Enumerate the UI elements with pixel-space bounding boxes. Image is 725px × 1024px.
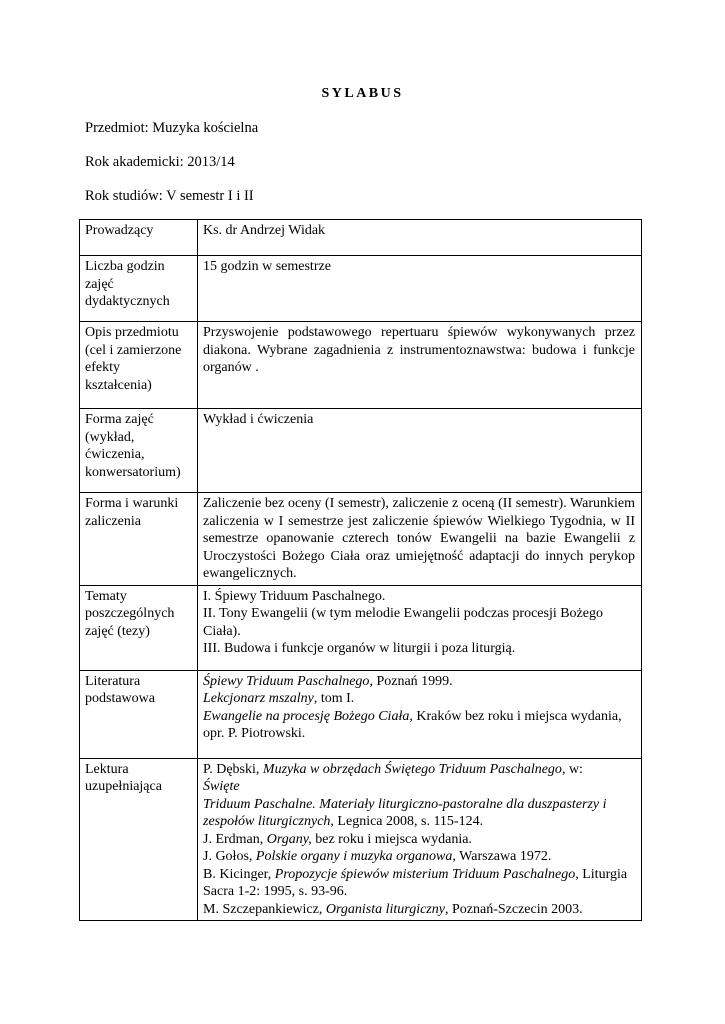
- label-line: dydaktycznych: [85, 294, 170, 309]
- reference-title: Polskie organy i muzyka organowa: [255, 849, 453, 864]
- reference-item: [203, 673, 635, 691]
- table-row-pass-conditions: [80, 493, 642, 586]
- label-line: efekty: [85, 360, 120, 375]
- reference-title: Triduum Paschalne. Materiały liturgiczno-pastoralne dla duszpasterzy i zespołów liturgicznych: [203, 796, 607, 829]
- reference-details: , w:: [561, 761, 583, 777]
- reference-item: [203, 761, 635, 779]
- table-row-hours: [80, 256, 642, 322]
- label-line: kształcenia): [85, 377, 152, 393]
- topic-line: II. Tony Ewangelii (w tym melodie Ewangelii podczas procesji Bożego Ciała).: [203, 606, 603, 639]
- reference-title: Ewangelie na procesję Bożego Ciała: [203, 708, 410, 724]
- reference-title: Organista liturgiczny: [325, 901, 445, 917]
- reference-item: [203, 831, 635, 849]
- label-cell: [80, 220, 198, 256]
- reference-item: [203, 708, 635, 743]
- label-line: poszczególnych: [85, 606, 175, 621]
- reference-item: [203, 796, 635, 831]
- table-row-supplementary-reading: [80, 758, 642, 921]
- label-line: Liczba godzin: [85, 259, 165, 274]
- subject-line: Przedmiot: Muzyka kościelna: [85, 120, 259, 136]
- reference-details: , Warszawa 1972.: [452, 849, 552, 864]
- reference-title: Śpiewy Triduum Paschalnego: [203, 673, 370, 689]
- value-cell: Zaliczenie bez oceny (I semestr), zaliczenie z oceną (II semestr). Warunkiem zaliczenia w I semestrze jest zaliczenie śpiewów Wielkiego Tygodnia, w II semestrze opanowanie czterech tonów Ewangelii na bazie Ewangelii z Uroczystości Bożego Ciała oraz umiejętność adaptacji do innych perykop ewangelicznych.: [198, 493, 642, 586]
- reference-title: Muzyka w obrzędach Świętego Triduum Paschalnego: [262, 761, 562, 777]
- value-cell: Przyswojenie podstawowego repertuaru śpiewów wykonywanych przez diakona. Wybrane zagadnienia z instrumentoznawstwa: budowa i funkcje organów .: [198, 322, 642, 409]
- label-line: zajęć (tezy): [85, 623, 150, 639]
- table-row-description: [80, 322, 642, 409]
- label-line: Forma zajęć: [85, 412, 154, 427]
- label-line: Tematy: [85, 588, 127, 604]
- reference-title: Propozycje śpiewów misterium Triduum Paschalnego: [274, 866, 576, 882]
- label-line: zajęć: [85, 276, 114, 292]
- label-line: (wykład,: [85, 429, 135, 445]
- reference-details: , Poznań 1999.: [369, 673, 453, 689]
- value-cell: [198, 585, 642, 670]
- reference-author: J. Erdman,: [203, 831, 267, 847]
- reference-title: Lekcjonarz mszalny: [203, 691, 314, 706]
- reference-details: , Legnica 2008, s. 115-124.: [330, 814, 484, 829]
- label-line: Prowadzący: [85, 223, 154, 238]
- reference-details: , Kraków bez roku i miejsca wydania, opr. P. Piotrowski.: [203, 708, 622, 741]
- value-cell: Ks. dr Andrzej Widak: [198, 220, 642, 256]
- reference-item: [203, 778, 635, 796]
- label-line: Forma i warunki: [85, 496, 179, 511]
- table-row-class-form: [80, 409, 642, 493]
- label-cell: [80, 322, 198, 409]
- label-line: Opis przedmiotu: [85, 325, 179, 340]
- label-line: uzupełniająca: [85, 779, 162, 794]
- label-line: konwersatorium): [85, 464, 181, 480]
- reference-details: , Poznań-Szczecin 2003.: [444, 901, 583, 917]
- reference-author: P. Dębski,: [203, 761, 263, 777]
- label-line: podstawowa: [85, 691, 155, 706]
- reference-details: bez roku i miejsca wydania.: [311, 831, 472, 847]
- label-cell: [80, 670, 198, 758]
- label-cell: [80, 256, 198, 322]
- topic-line: III. Budowa i funkcje organów w liturgii i poza liturgią.: [203, 641, 516, 656]
- reference-author: B. Kicinger,: [203, 866, 275, 882]
- reference-details: , tom I.: [313, 691, 355, 706]
- label-cell: [80, 758, 198, 921]
- reference-item: [203, 690, 635, 708]
- reference-title: Organy,: [266, 831, 312, 847]
- syllabus-table: [79, 219, 642, 921]
- reference-title: Święte: [203, 779, 240, 794]
- table-row-basic-literature: [80, 670, 642, 758]
- reference-item: [203, 901, 635, 919]
- label-line: Lektura: [85, 761, 129, 777]
- table-row-topics: [80, 585, 642, 670]
- value-cell: [198, 670, 642, 758]
- label-cell: [80, 585, 198, 670]
- reference-author: M. Szczepankiewicz,: [203, 901, 326, 917]
- label-line: zaliczenia: [85, 513, 141, 529]
- label-line: (cel i zamierzone: [85, 342, 182, 358]
- value-cell: Wykład i ćwiczenia: [198, 409, 642, 493]
- academic-year-line: Rok akademicki: 2013/14: [85, 154, 235, 170]
- document-title: SYLABUS: [321, 86, 404, 101]
- label-cell: [80, 409, 198, 493]
- label-line: Literatura: [85, 673, 141, 689]
- reference-item: [203, 848, 635, 866]
- reference-author: J. Gołos,: [203, 849, 256, 864]
- study-year-line: Rok studiów: V semestr I i II: [85, 188, 254, 204]
- value-cell: 15 godzin w semestrze: [198, 256, 642, 322]
- value-cell: [198, 758, 642, 921]
- reference-details: , Liturgia Sacra 1-2: 1995, s. 93-96.: [203, 866, 628, 899]
- reference-item: [203, 866, 635, 901]
- label-cell: [80, 493, 198, 586]
- label-line: ćwiczenia,: [85, 447, 145, 462]
- table-row-instructor: [80, 220, 642, 256]
- topic-line: I. Śpiewy Triduum Paschalnego.: [203, 588, 386, 604]
